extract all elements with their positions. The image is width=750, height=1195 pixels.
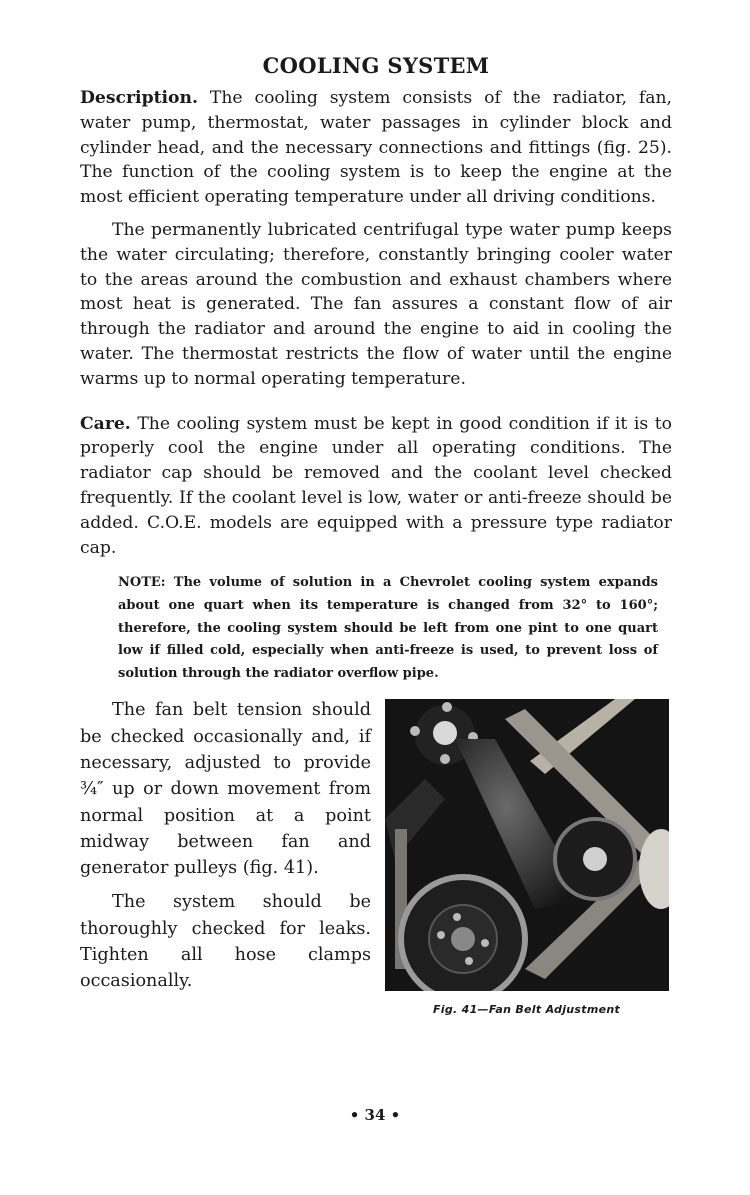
care-text: The cooling system must be kept in good condition if it is to properly cool the engine under all operating conditions. The radiator cap should be removed and the coolant level checked frequently. If the coolant level is low, water or anti-freeze should be added. C.O.E. models are equipped with a pressure type radiator cap. [80,413,672,558]
figure-caption: Fig. 41—Fan Belt Adjustment [432,1003,621,1017]
page-number: • 34 • [349,1106,401,1124]
description-lead: Description. [80,88,198,108]
care-paragraph [80,412,672,561]
note-block: NOTE: The volume of solution in a Chevrolet cooling system expands about one quart when its temperature is changed from 32° to 160°; therefore, the cooling system should be left from one pint to one quart low if filled cold, especially when anti-freeze is used, to prevent loss of solution through the radiator overflow pipe. [118,575,658,681]
page-title: COOLING SYSTEM [262,53,490,78]
lower-text-column [80,697,371,1016]
leaks-paragraph: The system should be thoroughly checked for leaks. Tighten all hose clamps occasionally. [80,892,371,992]
pump-paragraph: The permanently lubricated centrifugal type water pump keeps the water circulating; therefore, constantly bringing cooler water to the areas around the combustion and exhaust chambers where most heat is generated. The fan assures a constant flow of air through the radiator and around the engine to aid in cooling the water. The thermostat restricts the flow of water until the engine warms up to normal operating temperature. [80,219,672,389]
figure-41 [381,699,672,1016]
description-paragraph [80,86,672,210]
description-text: The cooling system consists of the radiator, fan, water pump, thermostat, water passages in cylinder block and cylinder head, and the necessary connections and fittings (fig. 25). The function of the cooling system is to keep the engine at the most efficient operating temperature under all driving conditions. [80,88,672,208]
fan-belt-paragraph: The fan belt tension should be checked occasionally and, if necessary, adjusted to provide ¾″ up or down movement from normal position at a point midway between fan and generator pulleys (fig. 41). [80,700,371,879]
engine-pulley-image-icon [385,699,669,991]
fan-belt-photo [385,699,669,991]
care-lead: Care. [80,413,131,434]
document-page [80,52,672,1016]
lower-section [80,697,672,1016]
